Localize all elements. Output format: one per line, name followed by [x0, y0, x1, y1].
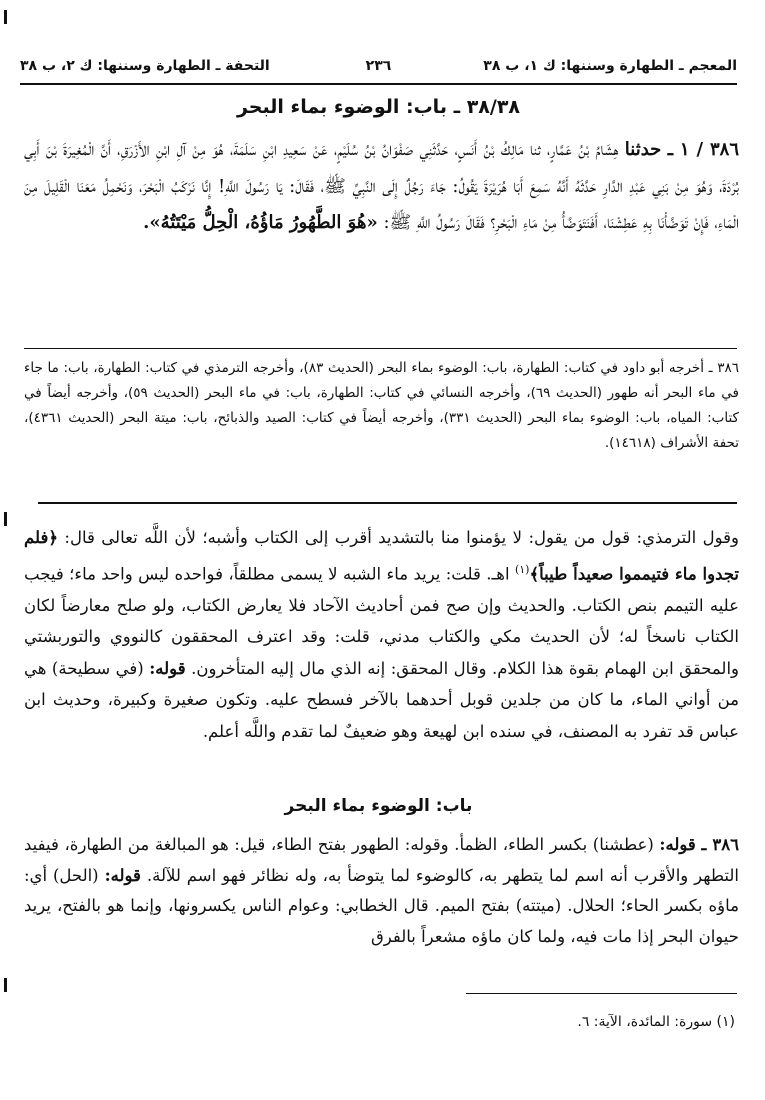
- header-right: المعجم ـ الطهارة وسننها: ك ١، ب ٣٨: [483, 58, 737, 74]
- takhrij-divider: [24, 348, 737, 349]
- hadith-body: هِشَامُ بْنُ عَمَّارٍ، ثنا مَالِكُ بْنُ أَنَسٍ، حَدَّثَنِي صَفْوَانُ بْنُ سُلَيْمٍ، عَنْ سَعِيدِ ابْنِ سَلَمَةَ، هُوَ مِنْ آلِ ابْنِ الأَزْرَقِ، أَنَّ الْمُغِيرَةَ بْنَ أَبِي بُرْدَةَ، وَهُوَ مِنْ بَنِي عَبْدِ الدَّارِ حَدَّثَهُ أَنَّهُ سَمِعَ أَبَا هُرَيْرَةَ يَقُولُ: جَاءَ رَجُلٌ إِلَى النَّبِيِّ ﷺ، فَقَالَ: يَا رَسُولَ اللَّهِ! إِنَّا نَرْكَبُ الْبَحْرَ، وَنَحْمِلُ مَعَنَا الْقَلِيلَ مِنَ الْمَاءِ، فَإِنْ تَوَضَّأْنَا بِهِ عَطِشْنَا، أَفَنَتَوَضَّأُ مِنْ مَاءِ الْبَحْرِ؟ فَقَالَ رَسُولُ اللَّهِ ﷺ:: [24, 139, 739, 233]
- chapter-title: ٣٨/٣٨ ـ باب: الوضوء بماء البحر: [236, 96, 521, 118]
- qawluhu-label: قوله:: [149, 658, 186, 678]
- commentary-text: (في سطيحة) هي من أواني الماء، ما كان من جلدين قوبل أحدهما بالآخر فسطح عليه. وتكون صغيرة وكبيرة، وحديث ابن عباس قد تفرد به المصنف، في سنده ابن لهيعة وهو ضعيفٌ لما تقدم واللَّه أعلم.: [24, 658, 739, 741]
- scan-mark: [4, 512, 7, 526]
- running-header: [20, 56, 737, 78]
- commentary-text: اهـ. قلت: يريد ماء الشبه لا يسمى مطلقاً، فواحده ليس واحد ماء؛ فيجب عليه التيمم بنص الكتاب. والحديث وإن صح فمن أحاديث الآحاد فلا يعارض الكتاب، ولو صلح معارضاً لكان الكتاب ناسخاً له؛ لأن الحديث مكي والكتاب مدني، قلت: وقد اعترف المحققون كالنووي والتوربشتي والمحقق ابن الهمام بقوة هذا الكلام. وقال المحقق: إنه الذي مال إليه المتأخرون.: [24, 564, 740, 678]
- commentary-paragraph: [24, 522, 739, 747]
- footnote: (١) سورة: المائدة، الآية: ٦.: [577, 1014, 735, 1030]
- scan-mark: [4, 10, 7, 24]
- header-divider: [20, 83, 737, 85]
- commentary-divider: [38, 502, 737, 504]
- hadith-opening: حدثنا: [624, 139, 662, 160]
- commentary-text: وقول الترمذي: قول من يقول: لا يؤمنوا منا بالتشديد أقرب إلى الكتاب وأشبه؛ لأن اللَّه تعالى قال:: [64, 528, 739, 547]
- footnote-divider: [466, 993, 737, 994]
- page-number: ٢٣٦: [365, 58, 392, 74]
- footnote-ref: (١): [514, 562, 530, 576]
- commentary-text: (الحل) أي: ماؤه بكسر الحاء؛ الحلال. (ميتته) بفتح الميم. قال الخطابي: وعوام الناس يكسرونها، وإنما هو بالفتح، يريد حيوان البحر إذا مات فيه، ولما كان ماؤه مشعراً بالفرق: [24, 865, 739, 946]
- commentary-text: (عطشنا) بكسر الطاء، الظمأ. وقوله: الطهور بفتح الطاء، قيل: هو المبالغة من الطهارة، فيفيد التطهر والأقرب أنه اسم لما يتطهر به، كالوضوء لما يتوضأ به، وله نظائر فهو اسم للآلة.: [24, 835, 740, 885]
- header-left: التحفة ـ الطهارة وسننها: ك ٢، ب ٣٨: [20, 58, 270, 74]
- takhrij-note: ٣٨٦ ـ أخرجه أبو داود في كتاب: الطهارة، باب: الوضوء بماء البحر (الحديث ٨٣)، وأخرجه الترمذي في كتاب: الطهارة، باب: ما جاء في ماء البحر أنه طهور (الحديث ٦٩)، وأخرجه النسائي في كتاب: الطهارة، باب: في ماء البحر (الحديث ٥٩)، وأخرجه أيضاً في كتاب: المياه، باب: الوضوء بماء البحر (الحديث ٣٣١)، وأخرجه أيضاً في كتاب: الصيد والذبائح، باب: ميتة البحر (الحديث ٤٣٦١)، تحفة الأشراف (١٤٦١٨).: [24, 360, 740, 451]
- qawluhu-label: قوله:: [104, 865, 141, 885]
- scan-mark: [4, 978, 7, 992]
- quran-verse: ﴿فلم تجدوا ماء فتيمموا صعيداً طيباً﴾: [24, 528, 739, 583]
- hadith-answer: «هُوَ الطَّهُورُ مَاؤُهُ، الْحِلُّ مَيْتَتُهُ».: [143, 212, 378, 233]
- hadith-number: ٣٨٦ / ١ ـ: [667, 139, 739, 160]
- commentary-paragraph: [24, 830, 739, 952]
- entry-number: ٣٨٦ ـ: [701, 835, 739, 854]
- qawluhu-label: قوله:: [659, 835, 696, 854]
- section-title: باب: الوضوء بماء البحر: [284, 796, 473, 816]
- hadith-text: [24, 132, 739, 242]
